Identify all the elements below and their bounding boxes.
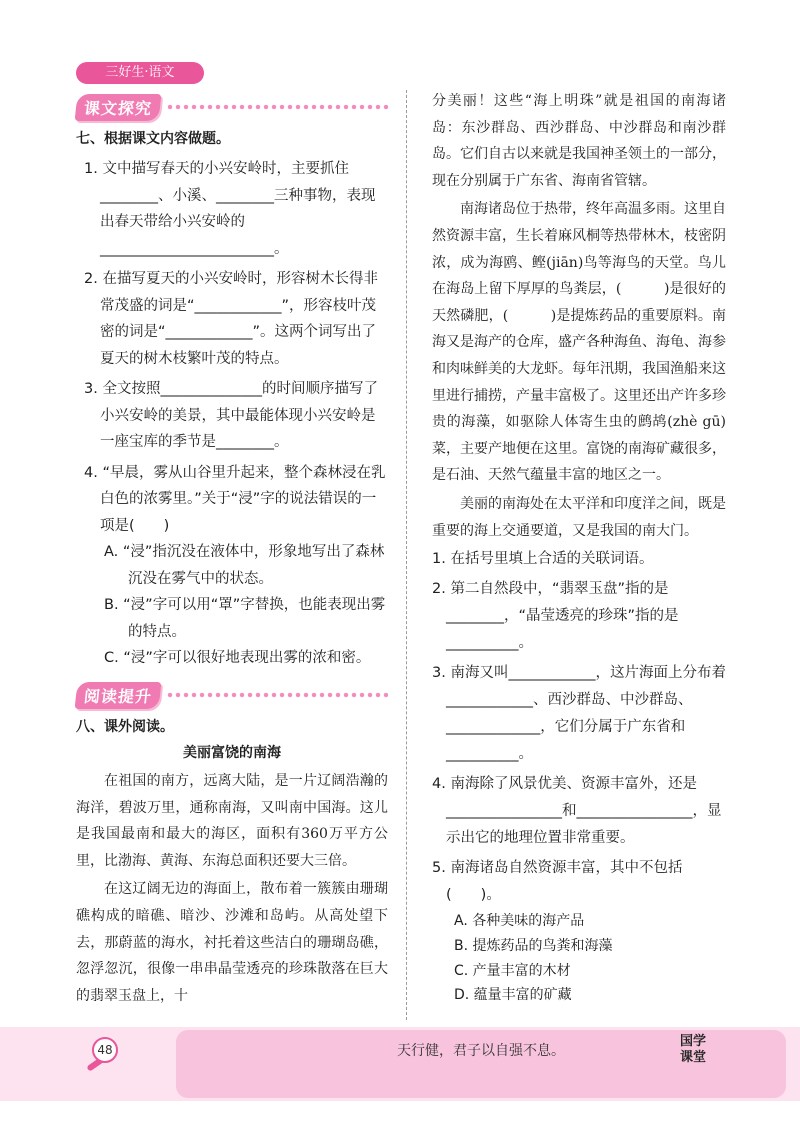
column-divider	[406, 90, 407, 1020]
footer-brand	[668, 1034, 718, 1066]
question-group-heading-7: 七、根据课文内容做题。	[76, 131, 230, 147]
left-column-part1	[76, 128, 388, 672]
question-8-4: 4. 南海除了风景优美、资源丰富外，还是________________和________________，显示出它的地理位置非常重要。	[432, 776, 722, 847]
option-c: C. “浸”字可以很好地表现出雾的浓和密。	[104, 650, 371, 666]
question-7-2: 2. 在描写夏天的小兴安岭时，形容树木长得非常茂盛的词是“____________”，形容枝叶茂密的词是“____________”。这两个词写出了夏天的树木枝繁叶茂的特点。	[84, 271, 378, 367]
section-title-reading: 阅读提升	[75, 682, 162, 709]
section-title-text-study: 课文探究	[75, 94, 162, 121]
option-b: B. “浸”字可以用“罩”字替换，也能表现出雾的特点。	[104, 597, 386, 640]
question-8-5: 5. 南海诸岛自然资源丰富，其中不包括( )。	[432, 860, 683, 904]
option-c: C. 产量丰富的木材	[454, 962, 571, 979]
article-title: 美丽富饶的南海	[183, 745, 281, 761]
question-8-1: 1. 在括号里填上合适的关联词语。	[432, 551, 654, 568]
dotted-divider	[166, 692, 388, 698]
question-8-3: 3. 南海又叫____________，这片海面上分布着____________、西沙群岛、中沙群岛、_____________，它们分属于广东省和__________。	[432, 665, 726, 763]
article-paragraph-1: 在祖国的南方，远离大陆，是一片辽阔浩瀚的海洋，碧波万里，通称南海，又叫南中国海。这儿是我国最南和最大的海区，面积有360万平方公里，比渤海、黄海、东海总面积还要大三倍。	[76, 773, 388, 869]
footer-motto: 天行健，君子以自强不息。	[397, 1043, 565, 1059]
option-d: D. 蕴量丰富的矿藏	[454, 987, 572, 1004]
page-number: 48	[92, 1037, 118, 1063]
question-7-4: 4. “早晨，雾从山谷里升起来，整个森林浸在乳白色的浓雾里。”关于“浸”字的说法错误的一项是( )	[84, 464, 386, 534]
question-group-heading-8: 八、课外阅读。	[76, 719, 174, 735]
footer-brand-line2: 课堂	[679, 1050, 706, 1065]
dotted-divider	[166, 104, 388, 110]
section-header-reading	[76, 680, 388, 710]
article-paragraph-4: 美丽的南海处在太平洋和印度洋之间，既是重要的海上交通要道，又是我国的南大门。	[432, 495, 726, 539]
article-paragraph-3: 南海诸岛位于热带，终年高温多雨。这里自然资源丰富，生长着麻风桐等热带林木，枝密阴浓，成为海鸥、鲣(jiān)鸟等海鸟的天堂。鸟儿在海岛上留下厚厚的鸟粪层，( )是很好的天然磷肥，( )是提炼药品的重要原料。南海又是海产的仓库，盛产各种海鱼、海龟、海参和肉味鲜美的大龙虾。每年汛期，我国渔船来这里进行捕捞，产量丰富极了。这里还出产许多珍贵的海藻，如驱除人体寄生虫的鹧鸪(zhè gū)菜，主要产地便在这里。富饶的南海矿藏很多，是石油、天然气蕴量丰富的地区之一。	[432, 201, 726, 484]
question-8-2: 2. 第二自然段中，“翡翠玉盘”指的是________，“晶莹透亮的珍珠”指的是__________。	[432, 581, 679, 652]
question-7-1: 1. 文中描写春天的小兴安岭时，主要抓住________、小溪、________三种事物，表现出春天带给小兴安岭的________________________。	[84, 161, 376, 257]
article-paragraph-2-continued: 分美丽！这些“海上明珠”就是祖国的南海诸岛：东沙群岛、西沙群岛、中沙群岛和南沙群岛。它们自古以来就是我国神圣领土的一部分，现在分别属于广东省、海南省管辖。	[432, 93, 726, 189]
option-a: A. “浸”指沉没在液体中，形象地写出了森林沉没在雾气中的状态。	[104, 544, 385, 587]
footer-brand-line1: 国学	[679, 1034, 706, 1049]
option-b: B. 提炼药品的鸟粪和海藻	[454, 937, 613, 954]
subject-badge: 三好生·语文	[76, 62, 204, 84]
option-a: A. 各种美味的海产品	[454, 913, 585, 930]
article-paragraph-2: 在这辽阔无边的海面上，散布着一簇簇由珊瑚礁构成的暗礁、暗沙、沙滩和岛屿。从高处望下去，那蔚蓝的海水，衬托着这些洁白的珊瑚岛礁，忽浮忽沉，很像一串串晶莹透亮的珍珠散落在巨大的翡翠玉盘上，十	[76, 881, 388, 1004]
question-7-3: 3. 全文按照______________的时间顺序描写了小兴安岭的美景，其中最能体现小兴安岭是一座宝库的季节是________。	[84, 381, 378, 450]
section-header-text-study	[76, 92, 388, 122]
left-column-part2	[76, 716, 388, 1009]
right-column	[432, 88, 726, 1008]
